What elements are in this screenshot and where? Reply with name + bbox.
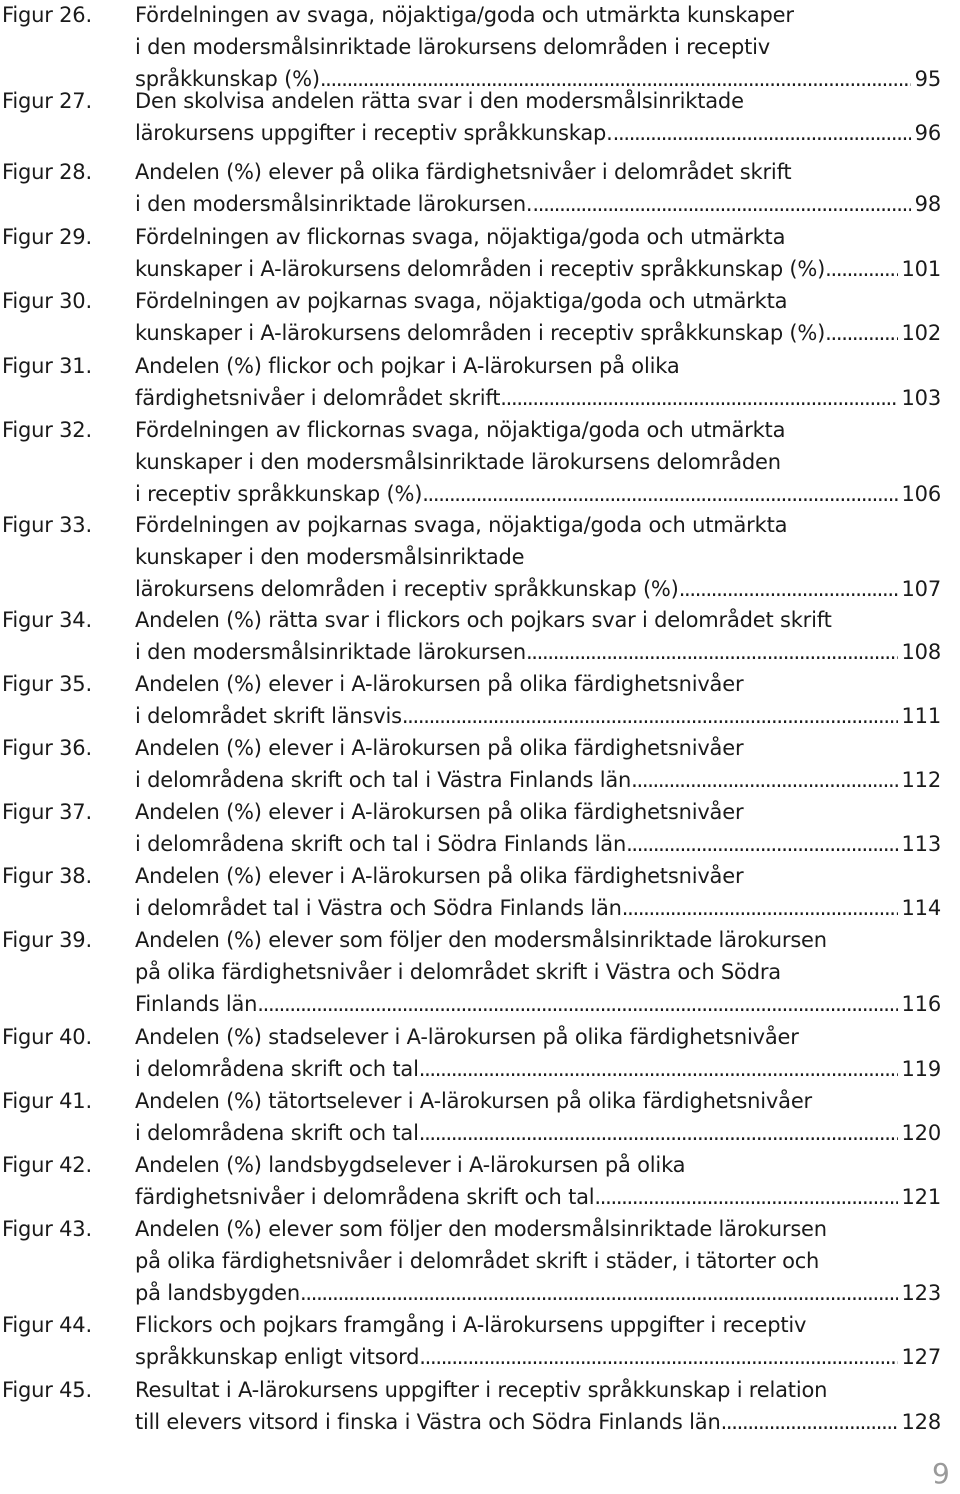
figure-entry[interactable]	[0, 414, 960, 510]
figure-title-line: kunskaper i A-lärokursens delområden i receptiv språkkunskap (%)	[135, 257, 826, 281]
figure-title-line: Fördelningen av flickornas svaga, nöjaktiga/goda och utmärkta	[135, 225, 786, 249]
dot-leader	[257, 988, 897, 1020]
figure-label: Figur 29.	[2, 225, 92, 249]
page-reference: 114	[901, 896, 941, 920]
figure-title-line: Andelen (%) elever som följer den modersmålsinriktade lärokursen	[135, 1217, 827, 1241]
figure-entry[interactable]	[0, 221, 960, 285]
figure-entry[interactable]	[0, 1309, 960, 1373]
figure-entry[interactable]	[0, 1374, 960, 1438]
dot-leader	[419, 1117, 898, 1149]
figure-entry[interactable]	[0, 350, 960, 414]
dot-leader	[613, 117, 911, 149]
figure-title-line: språkkunskap (%)	[135, 67, 320, 91]
figure-label: Figur 37.	[2, 800, 92, 824]
figure-entry[interactable]	[0, 796, 960, 860]
figure-label: Figur 26.	[2, 3, 92, 27]
dot-leader	[631, 764, 897, 796]
figure-title-line: Flickors och pojkars framgång i A-lärokursens uppgifter i receptiv	[135, 1313, 807, 1337]
dot-leader	[825, 253, 897, 285]
dot-leader	[422, 478, 897, 510]
page-reference: 108	[901, 640, 941, 664]
figure-title-line: i delområdet tal i Västra och Södra Finlands län	[135, 896, 622, 920]
figure-title-line: i delområdena skrift och tal i Södra Finlands län	[135, 832, 627, 856]
figure-label: Figur 40.	[2, 1025, 92, 1049]
figure-label: Figur 44.	[2, 1313, 92, 1337]
figure-label: Figur 43.	[2, 1217, 92, 1241]
figure-title-line: språkkunskap enligt vitsord	[135, 1345, 420, 1369]
page-reference: 116	[901, 992, 941, 1016]
page-reference: 111	[901, 704, 941, 728]
page-reference: 98	[914, 192, 941, 216]
figure-title-line: Fördelningen av flickornas svaga, nöjaktiga/goda och utmärkta	[135, 418, 786, 442]
page-reference: 101	[901, 257, 941, 281]
figure-title-line: Andelen (%) rätta svar i flickors och pojkars svar i delområdet skrift	[135, 608, 832, 632]
figure-title-line: i receptiv språkkunskap (%)	[135, 482, 423, 506]
figure-label: Figur 35.	[2, 672, 92, 696]
figure-title-line: Finlands län	[135, 992, 258, 1016]
figure-label: Figur 39.	[2, 928, 92, 952]
figure-title-line: Andelen (%) elever på olika färdighetsnivåer i delområdet skrift	[135, 160, 792, 184]
figure-title-line: i den modersmålsinriktade lärokursen	[135, 640, 526, 664]
dot-leader	[721, 1406, 898, 1438]
dot-leader	[532, 188, 910, 220]
figure-label: Figur 31.	[2, 354, 92, 378]
figure-entry[interactable]	[0, 509, 960, 605]
page-reference: 96	[914, 121, 941, 145]
dot-leader	[622, 892, 898, 924]
figure-title-line: Andelen (%) tätortselever i A-lärokursen på olika färdighetsnivåer	[135, 1089, 812, 1113]
page-reference: 119	[901, 1057, 941, 1081]
dot-leader	[419, 1341, 897, 1373]
figure-label: Figur 27.	[2, 89, 92, 113]
figure-label: Figur 36.	[2, 736, 92, 760]
figure-title-line: färdighetsnivåer i delområdet skrift	[135, 386, 501, 410]
figure-title-line: i den modersmålsinriktade lärokursen.	[135, 192, 533, 216]
figure-entry[interactable]	[0, 1149, 960, 1213]
figure-label: Figur 45.	[2, 1378, 92, 1402]
figure-title-line: Fördelningen av pojkarnas svaga, nöjaktiga/goda och utmärkta	[135, 513, 788, 537]
dot-leader	[402, 700, 898, 732]
figure-label: Figur 32.	[2, 418, 92, 442]
figure-entry[interactable]	[0, 1021, 960, 1085]
figure-title-line: kunskaper i A-lärokursens delområden i receptiv språkkunskap (%)	[135, 321, 826, 345]
page-reference: 106	[901, 482, 941, 506]
figure-title-line: till elevers vitsord i finska i Västra och Södra Finlands län	[135, 1410, 721, 1434]
figure-entry[interactable]	[0, 860, 960, 924]
figure-title-line: Andelen (%) elever i A-lärokursen på olika färdighetsnivåer	[135, 864, 744, 888]
page-reference: 103	[901, 386, 941, 410]
figure-entry[interactable]	[0, 156, 960, 220]
figure-title-line: Fördelningen av svaga, nöjaktiga/goda och utmärkta kunskaper	[135, 3, 794, 27]
dot-leader	[526, 636, 898, 668]
figure-title-line: färdighetsnivåer i delområdena skrift och tal	[135, 1185, 595, 1209]
figure-entry[interactable]	[0, 924, 960, 1020]
figure-title-line: Andelen (%) landsbygdselever i A-lärokursen på olika	[135, 1153, 686, 1177]
page-reference: 113	[901, 832, 941, 856]
figure-label: Figur 28.	[2, 160, 92, 184]
figure-label: Figur 34.	[2, 608, 92, 632]
page-reference: 95	[914, 67, 941, 91]
figure-entry[interactable]	[0, 1213, 960, 1309]
page-reference: 127	[901, 1345, 941, 1369]
dot-leader	[679, 573, 898, 605]
figure-title-line: i delområdet skrift länsvis	[135, 704, 402, 728]
figure-title-line: lärokursens delområden i receptiv språkkunskap (%)	[135, 577, 679, 601]
figure-label: Figur 41.	[2, 1089, 92, 1113]
figure-title-line: på olika färdighetsnivåer i delområdet skrift i Västra och Södra	[135, 960, 781, 984]
figure-title-line: på olika färdighetsnivåer i delområdet skrift i städer, i tätorter och	[135, 1249, 820, 1273]
page-reference: 112	[901, 768, 941, 792]
figure-title-line: Andelen (%) flickor och pojkar i A-lärokursen på olika	[135, 354, 680, 378]
figure-entry[interactable]	[0, 732, 960, 796]
figure-title-line: i den modersmålsinriktade lärokursens delområden i receptiv	[135, 35, 770, 59]
page-reference: 123	[901, 1281, 941, 1305]
figure-title-line: i delområdena skrift och tal	[135, 1057, 419, 1081]
figure-entry[interactable]	[0, 604, 960, 668]
page-reference: 120	[901, 1121, 941, 1145]
dot-leader	[419, 1053, 898, 1085]
figure-title-line: Andelen (%) elever som följer den modersmålsinriktade lärokursen	[135, 928, 827, 952]
page-reference: 121	[901, 1185, 941, 1209]
dot-leader	[626, 828, 897, 860]
figure-title-line: kunskaper i den modersmålsinriktade lärokursens delområden	[135, 450, 781, 474]
figure-title-line: kunskaper i den modersmålsinriktade	[135, 545, 525, 569]
figure-title-line: Andelen (%) stadselever i A-lärokursen på olika färdighetsnivåer	[135, 1025, 799, 1049]
figure-title-line: Andelen (%) elever i A-lärokursen på olika färdighetsnivåer	[135, 736, 744, 760]
figure-title-line: i delområdena skrift och tal i Västra Finlands län	[135, 768, 632, 792]
figure-entry[interactable]	[0, 85, 960, 149]
figure-label: Figur 38.	[2, 864, 92, 888]
figure-title-line: på landsbygden	[135, 1281, 301, 1305]
page-reference: 128	[901, 1410, 941, 1434]
page-reference: 102	[901, 321, 941, 345]
dot-leader	[825, 317, 897, 349]
figure-title-line: Resultat i A-lärokursens uppgifter i receptiv språkkunskap i relation	[135, 1378, 828, 1402]
figure-entry[interactable]	[0, 285, 960, 349]
figure-title-line: Fördelningen av pojkarnas svaga, nöjaktiga/goda och utmärkta	[135, 289, 788, 313]
figure-title-line: i delområdena skrift och tal	[135, 1121, 419, 1145]
figure-title-line: Den skolvisa andelen rätta svar i den modersmålsinriktade	[135, 89, 744, 113]
figure-label: Figur 42.	[2, 1153, 92, 1177]
dot-leader	[594, 1181, 897, 1213]
dot-leader	[300, 1277, 898, 1309]
figure-entry[interactable]	[0, 668, 960, 732]
figure-entry[interactable]	[0, 1085, 960, 1149]
figure-label: Figur 30.	[2, 289, 92, 313]
page-reference: 107	[901, 577, 941, 601]
figure-title-line: lärokursens uppgifter i receptiv språkkunskap.	[135, 121, 613, 145]
figure-title-line: Andelen (%) elever i A-lärokursen på olika färdighetsnivåer	[135, 800, 744, 824]
dot-leader	[500, 382, 897, 414]
figure-title-line: Andelen (%) elever i A-lärokursen på olika färdighetsnivåer	[135, 672, 744, 696]
figure-label: Figur 33.	[2, 513, 92, 537]
figure-entry[interactable]	[0, 0, 960, 95]
page-number: 9	[932, 1457, 950, 1490]
